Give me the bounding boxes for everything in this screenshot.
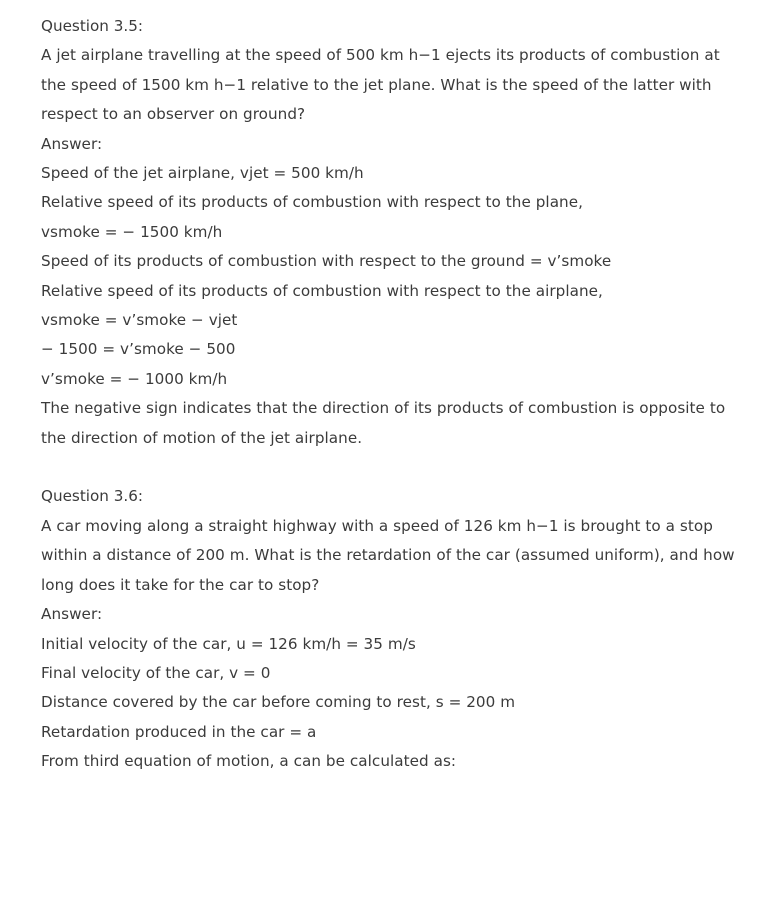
answer-line-3-6-1: Initial velocity of the car, u = 126 km/h = 35 m/s <box>41 634 416 653</box>
answer-line-3-5-1: Speed of the jet airplane, vjet = 500 km/h <box>41 164 364 183</box>
paragraph-spacer <box>41 453 743 482</box>
question-text-3-5: A jet airplane travelling at the speed of 500 km h−1 ejects its products of combustion at the speed of 1500 km h−1 relative to the jet plane. What is the speed of the latter with respect to an observer on ground? <box>41 46 720 124</box>
question-text-3-6: A car moving along a straight highway with a speed of 126 km h−1 is brought to a stop within a distance of 200 m. What is the retardation of the car (assumed uniform), and how long does it take for the car to stop? <box>41 516 735 594</box>
answer-line-3-6-5: From third equation of motion, a can be calculated as: <box>41 752 457 771</box>
answer-line-3-5-2: Relative speed of its products of combustion with respect to the plane, <box>41 193 583 212</box>
answer-label-3-5: Answer: <box>41 134 103 153</box>
document-body <box>41 12 743 777</box>
question-heading-3-5: Question 3.5: <box>41 17 144 35</box>
answer-conclusion-3-5: The negative sign indicates that the direction of its products of combustion is opposite to the direction of motion of the jet airplane. <box>41 399 726 447</box>
answer-label-3-6: Answer: <box>41 605 103 624</box>
answer-line-3-5-7: − 1500 = v’smoke − 500 <box>41 340 236 359</box>
answer-line-3-6-2: Final velocity of the car, v = 0 <box>41 663 271 682</box>
answer-line-3-5-3: vsmoke = − 1500 km/h <box>41 222 223 241</box>
answer-line-3-5-4: Speed of its products of combustion with respect to the ground = v’smoke <box>41 252 612 271</box>
answer-line-3-6-4: Retardation produced in the car = a <box>41 722 317 741</box>
answer-line-3-5-6: vsmoke = v’smoke − vjet <box>41 311 238 330</box>
question-heading-3-6: Question 3.6: <box>41 487 144 506</box>
question-block-3-5 <box>41 12 743 453</box>
answer-line-3-5-5: Relative speed of its products of combustion with respect to the airplane, <box>41 281 603 300</box>
answer-line-3-6-3: Distance covered by the car before coming to rest, s = 200 m <box>41 693 516 712</box>
question-block-3-6 <box>41 482 743 776</box>
answer-line-3-5-8: v’smoke = − 1000 km/h <box>41 369 228 388</box>
